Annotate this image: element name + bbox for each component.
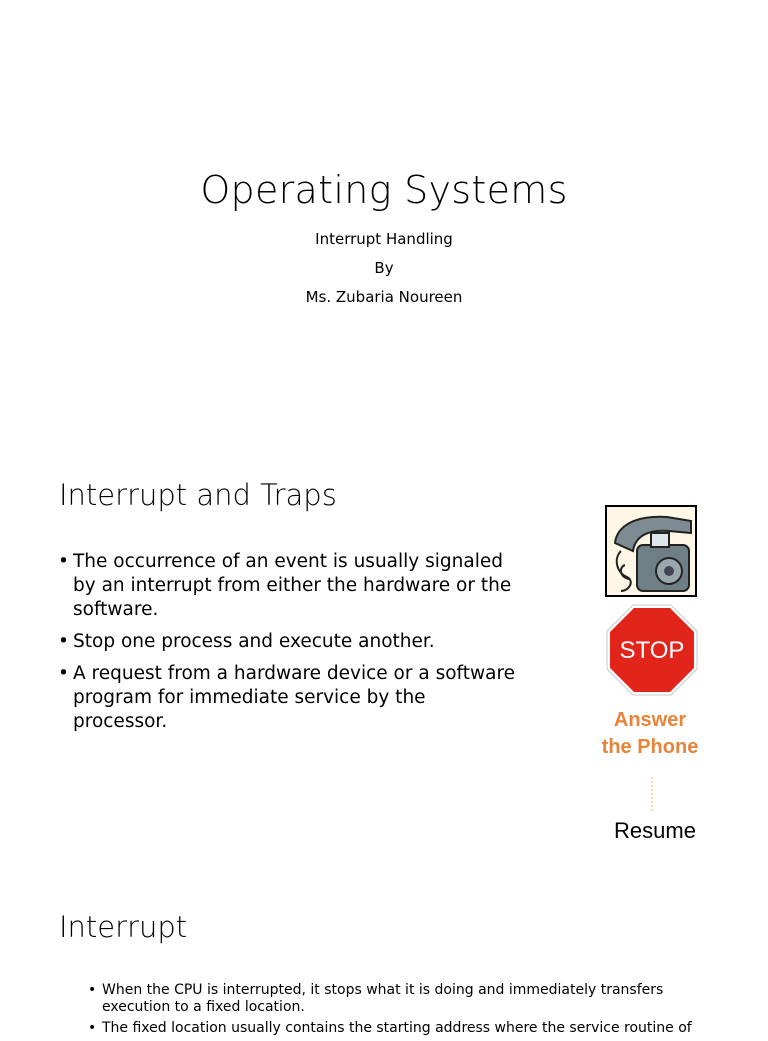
slide-heading-interrupt: Interrupt (59, 910, 188, 944)
telephone-icon (605, 505, 697, 597)
stop-sign-icon (605, 603, 699, 697)
bullet-list (58, 550, 518, 742)
stop-sign-text: STOP (619, 637, 685, 664)
bullet-item: • The fixed location usually contains the starting address where the service routine of (88, 1020, 708, 1037)
by-label: By (374, 259, 394, 277)
answer-line-1: Answer (613, 709, 687, 731)
slide-subtitle: Interrupt Handling (315, 230, 453, 248)
slide-title: Operating Systems (200, 168, 568, 212)
bullet-item: • The occurrence of an event is usually signaled by an interrupt from either the hardware or the software. (58, 550, 518, 622)
bullet-item: • Stop one process and execute another. (58, 630, 518, 654)
dotted-connector (651, 777, 655, 811)
title-slide (0, 0, 768, 440)
answer-line-2: the Phone (601, 736, 699, 758)
bullet-item: • A request from a hardware device or a software program for immediate service by the processor. (58, 662, 518, 734)
slide-heading: Interrupt and Traps (59, 478, 337, 512)
resume-label: Resume (614, 818, 696, 843)
bullet-list-interrupt (88, 982, 708, 1041)
author-name: Ms. Zubaria Noureen (305, 288, 463, 306)
bullet-item: • When the CPU is interrupted, it stops what it is doing and immediately transfers execution to a fixed location. (88, 982, 708, 1016)
answer-phone-label (590, 707, 710, 761)
